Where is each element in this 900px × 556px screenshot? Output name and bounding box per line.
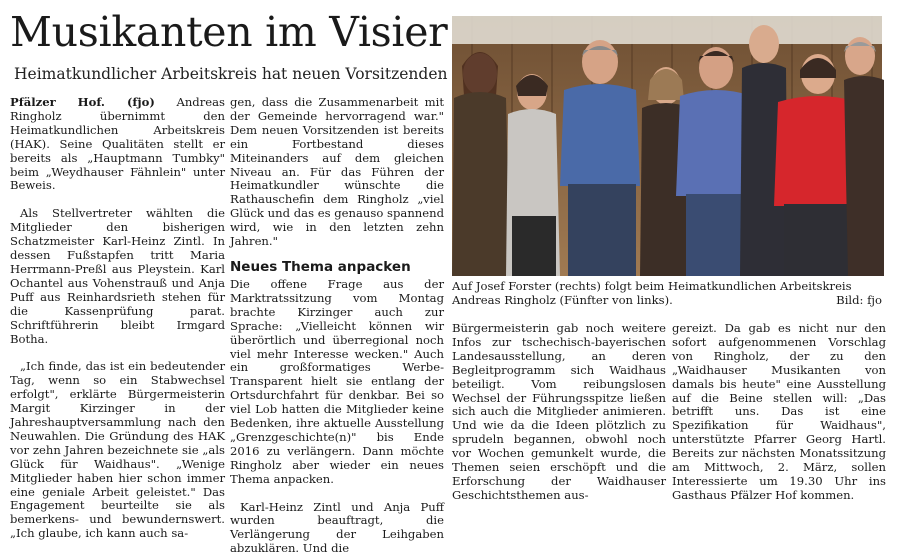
text-column-4 — [672, 321, 886, 502]
photo-caption — [452, 280, 882, 308]
paragraph-3: „Ich finde, das ist ein bedeutender Tag, wenn so ein Stabwechsel erfolgt", erklärte Bürgermeisterin Margit Kirzinger in der Jahreshauptversammlung nach den Neuwahlen. Die Gründung des HAK vor zehn Jahren bezeichnete sie „als Glück für Waidhaus". „Wenige Mitglieder haben hier schon immer eine geniale Arbeit geleistet." Das Engagement beurteilte sie als bemerkens- und bewundernswert. „Ich glaube, ich kann auch sa- — [10, 359, 225, 541]
section-heading: Neues Thema anpacken — [230, 258, 411, 275]
article-headline: Musikanten im Visier — [10, 8, 448, 56]
paragraph-7: Bürgermeisterin gab noch weitere Infos zur tschechisch-bayerischen Landesausstellung, an deren Begleitprogramm sich Waidhaus beteiligt. Vom reibungslosen Wechsel der Führungsspitze ließen sich auch die Mitglieder animieren. Und wie da die Ideen plötzlich zu sprudeln begannen, obwohl noch vor Wochen gemunkelt wurde, die Themen seien erschöpft und die Erforschung der Waidhauser Geschichtsthemen aus- — [452, 321, 666, 502]
group-photo-image — [452, 16, 882, 276]
paragraph-1 — [10, 96, 225, 193]
paragraph-4: gen, dass die Zusammenarbeit mit der Gemeinde hervorragend war." Dem neuen Vorsitzenden ist bereits ein Fortbestand dieses Miteinanders auf dem gleichen Niveau an. Für das Führen der Heimatkundler wünschte die Rathauschefin dem Ringholz „viel Glück und das es genauso spannend wird, wie in den letzten zehn Jahren." — [230, 95, 444, 249]
photo-caption-text: Auf Josef Forster (rechts) folgt beim Heimatkundlichen Arbeitskreis Andreas Ringholz (Fünfter von links). — [452, 279, 852, 307]
dateline: Pfälzer Hof. (fjo) — [10, 95, 155, 109]
paragraph-2: Als Stellvertreter wählten die Mitglieder den bisherigen Schatzmeister Karl-Heinz Zintl. In dessen Fußstapfen tritt Maria Herrmann-Preßl aus Pleystein. Karl Ochantel aus Vohenstrauß und Anja Puff aus Reinhardsrieth stehen für die Kassenprüfung parat. Schriftführerin bleibt Irmgard Botha. — [10, 206, 225, 346]
paragraph-6: Karl-Heinz Zintl und Anja Puff wurden beauftragt, die Verlängerung der Leihgaben abzuklären. Und die — [230, 499, 444, 556]
paragraph-8: gereizt. Da gab es nicht nur den sofort aufgenommenen Vorschlag von Ringholz, der zu den „Waidhauser Musikanten von damals bis heute" eine Ausstellung auf die Beine stellen will: „Das betrifft uns. Das ist eine Spezifikation für Waidhaus", unterstützte Pfarrer Georg Hartl. Bereits zur nächsten Monatssitzung am Mittwoch, 2. März, sollen Interessierte um 19.30 Uhr ins Gasthaus Pfälzer Hof kommen. — [672, 321, 886, 502]
paragraph-5: Die offene Frage aus der Marktratssitzung vom Montag brachte Kirzinger auch zur Sprache: „Vielleicht können wir überörtlich und überregional noch viel mehr Interesse wecken." Auch ein großformatiges Werbe-Transparent hielt sie entlang der Ortsdurchfahrt für denkbar. Bei so viel Lob hatten die Mitglieder keine Bedenken, ihre aktuelle Ausstellung „Grenzgeschichte(n)" bis Ende 2016 zu verlängern. Dann möchte Ringholz aber wieder ein neues Thema anpacken. — [230, 276, 444, 486]
photo-credit: Bild: fjo — [836, 292, 882, 307]
text-column-1 — [10, 95, 225, 541]
group-photo — [452, 16, 882, 276]
article-subheadline: Heimatkundlicher Arbeitskreis hat neuen Vorsitzenden — [14, 65, 448, 83]
text-column-3 — [452, 321, 666, 502]
text-column-2 — [230, 95, 444, 556]
paragraph-1-text: Andreas Ringholz übernimmt den Heimatkundlichen Arbeitskreis (HAK). Seine Qualitäten stellt er bereits als „Hauptmann Tumbky" beim „Weydhauser Fähnlein" unter Beweis. — [10, 95, 225, 193]
